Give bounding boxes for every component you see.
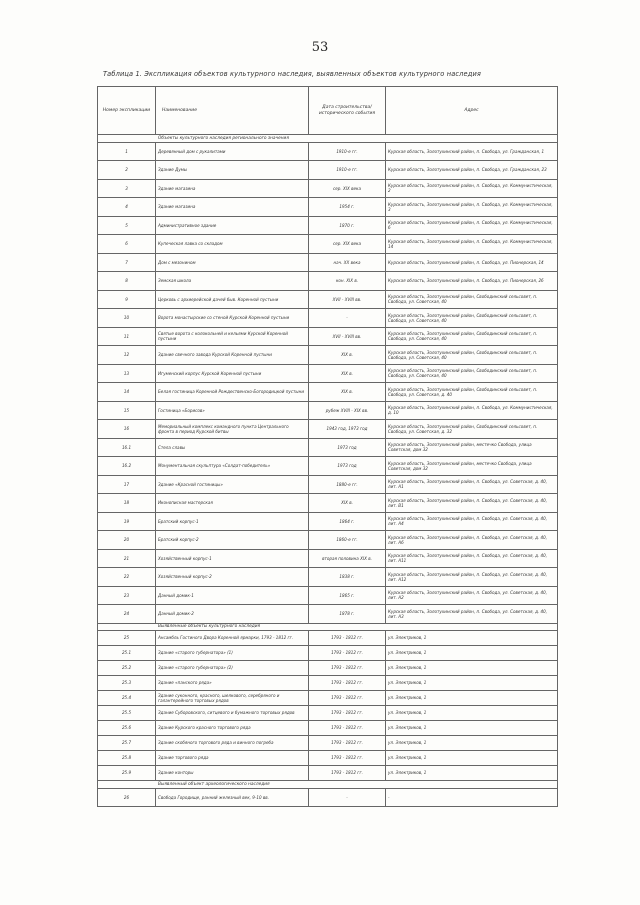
- cell-date: 1793 - 1812 гг.: [309, 736, 386, 751]
- cell-num: 25.2: [98, 661, 156, 676]
- cell-address: Курская область, Золотухинский район, п. Свобода, ул. Советская, д. 40, лит. А12: [386, 568, 558, 587]
- cell-date: 1878 г.: [309, 605, 386, 624]
- cell-address: Курская область, Золотухинский район, п. Свобода, ул. Коммунистическая, 2: [386, 179, 558, 198]
- cell-address: Курская область, Золотухинский район, п. Свобода, ул. Пионерская, 26: [386, 272, 558, 291]
- cell-date: -: [309, 788, 386, 807]
- cell-address: Курская область, Золотухинский район, Свободинский сельсовет, п. Свобода, ул. Советская, 40: [386, 346, 558, 365]
- cell-name: Данный домик-2: [156, 605, 309, 624]
- table-row: [98, 401, 558, 420]
- cell-num: 25.8: [98, 751, 156, 766]
- cell-num: 17: [98, 475, 156, 494]
- header-name: Наименование: [156, 87, 309, 135]
- section-row: [98, 135, 558, 143]
- table-row: [98, 721, 558, 736]
- cell-date: 1973 год: [309, 457, 386, 476]
- cell-address: ул. Электриков, 1: [386, 661, 558, 676]
- cell-date: 1860-е гг.: [309, 531, 386, 550]
- cell-date: 1793 - 1812 гг.: [309, 646, 386, 661]
- cell-num: 22: [98, 568, 156, 587]
- cell-address: Курская область, Золотухинский район, Свободинский сельсовет, п. Свобода, ул. Советская, 40: [386, 327, 558, 346]
- cell-num: 25.7: [98, 736, 156, 751]
- cell-address: Курская область, Золотухинский район, Свободинский сельсовет, п. Свобода, ул. Советская, 40: [386, 364, 558, 383]
- cell-address: ул. Электриков, 1: [386, 631, 558, 646]
- cell-address: Курская область, Золотухинский район, п. Свобода, ул. Советская, д. 40, лит. А6: [386, 531, 558, 550]
- cell-date: 1943 год, 1973 год: [309, 420, 386, 439]
- cell-num: 15: [98, 401, 156, 420]
- table-row: [98, 661, 558, 676]
- cell-address: -: [386, 788, 558, 807]
- cell-num: 25.9: [98, 766, 156, 781]
- section-row: [98, 781, 558, 789]
- cell-date: 1973 год: [309, 438, 386, 457]
- cell-date: XIX в.: [309, 364, 386, 383]
- cell-num: 25: [98, 631, 156, 646]
- cell-address: Курская область, Золотухинский район, п. Свобода, ул. Гражданская, 1: [386, 142, 558, 161]
- cell-date: 1793 - 1812 гг.: [309, 706, 386, 721]
- cell-date: 1870 г.: [309, 216, 386, 235]
- cell-address: Курская область, Золотухинский район, Свободинский сельсовет, п. Свобода, ул. Советская, 40: [386, 309, 558, 328]
- cell-name: Хозяйственный корпус-2: [156, 568, 309, 587]
- cell-date: XVII - XVIII вв.: [309, 290, 386, 309]
- cell-name: Братский корпус-1: [156, 512, 309, 531]
- cell-name: Дом с мезонином: [156, 253, 309, 272]
- cell-address: Курская область, Золотухинский район, п. Свобода, ул. Коммунистическая, 6: [386, 216, 558, 235]
- table-row: [98, 691, 558, 706]
- page-number: 53: [311, 40, 329, 55]
- cell-address: ул. Электриков, 1: [386, 751, 558, 766]
- table-row: [98, 438, 558, 457]
- cell-address: Курская область, Золотухинский район, Свободинский сельсовет, п. Свобода, ул. Советская, 40: [386, 290, 558, 309]
- cell-name: Здание магазина: [156, 179, 309, 198]
- cell-num: 12: [98, 346, 156, 365]
- cell-date: 1793 - 1812 гг.: [309, 676, 386, 691]
- cell-num: 23: [98, 586, 156, 605]
- cell-num: 9: [98, 290, 156, 309]
- cell-address: Курская область, Золотухинский район, местечко Свобода, улица Советская, дом 32: [386, 457, 558, 476]
- table-row: [98, 179, 558, 198]
- cell-name: Здание магазина: [156, 198, 309, 217]
- cell-name: Гостиница «Борисов»: [156, 401, 309, 420]
- cell-name: Монументальная скульптура «Солдат-победитель»: [156, 457, 309, 476]
- cell-date: 1838 г.: [309, 568, 386, 587]
- cell-name: Церковь с архиерейской дачей быв. Коренной пустыни: [156, 290, 309, 309]
- cell-name: Данный домик-1: [156, 586, 309, 605]
- cell-date: 1793 - 1812 гг.: [309, 661, 386, 676]
- table-row: [98, 494, 558, 513]
- cell-num: 20: [98, 531, 156, 550]
- table-row: [98, 568, 558, 587]
- cell-num: 25.6: [98, 721, 156, 736]
- cell-name: Здание скобяного торгового ряда и винного погреба: [156, 736, 309, 751]
- table-body: [98, 135, 558, 807]
- table-row: [98, 309, 558, 328]
- cell-date: сер. XIX века: [309, 179, 386, 198]
- cell-date: сер. XIX века: [309, 235, 386, 254]
- cell-name: Административное здание: [156, 216, 309, 235]
- cell-date: XIX в.: [309, 383, 386, 402]
- cell-address: Курская область, Золотухинский район, Свободинский сельсовет, п. Свобода, ул. Советская, д. 40: [386, 383, 558, 402]
- cell-num: 26: [98, 788, 156, 807]
- cell-address: Курская область, Золотухинский район, п. Свобода, ул. Гражданская, 23: [386, 161, 558, 180]
- cell-name: Земская школа: [156, 272, 309, 291]
- table-row: [98, 253, 558, 272]
- section-title: Объекты культурного наследия регионального значения: [98, 135, 558, 143]
- cell-name: Белая гостиница Коренной Рождественско-Богородицкой пустыни: [156, 383, 309, 402]
- cell-name: Игуменский корпус Курской Коренной пустыни: [156, 364, 309, 383]
- cell-date: 1793 - 1812 гг.: [309, 631, 386, 646]
- table-row: [98, 646, 558, 661]
- cell-num: 5: [98, 216, 156, 235]
- cell-num: 13: [98, 364, 156, 383]
- cell-address: Курская область, Золотухинский район, местечко Свобода, улица Советская, дом 32: [386, 438, 558, 457]
- table-header-row: [98, 87, 558, 135]
- cell-address: Курская область, Золотухинский район, п. Свобода, ул. Советская, д. 40, лит. А3: [386, 605, 558, 624]
- table-row: [98, 766, 558, 781]
- cell-name: Купеческая лавка со складом: [156, 235, 309, 254]
- cell-name: Здание «панского ряда»: [156, 676, 309, 691]
- cell-name: Здание «Красной гостиницы»: [156, 475, 309, 494]
- cell-date: 1880-е гг.: [309, 475, 386, 494]
- cell-num: 16.1: [98, 438, 156, 457]
- table-row: [98, 549, 558, 568]
- cell-name: Свобода Городище, ранний железный век, 9-10 вв.: [156, 788, 309, 807]
- cell-date: 1910-е гг.: [309, 142, 386, 161]
- cell-num: 7: [98, 253, 156, 272]
- cell-date: рубеж XVIII - XIX вв.: [309, 401, 386, 420]
- cell-name: Здание Курского красного торгового ряда: [156, 721, 309, 736]
- cell-date: 1793 - 1812 гг.: [309, 766, 386, 781]
- cell-name: Стела славы: [156, 438, 309, 457]
- cell-address: ул. Электриков, 1: [386, 706, 558, 721]
- cell-num: 4: [98, 198, 156, 217]
- cell-date: 1793 - 1812 гг.: [309, 721, 386, 736]
- cell-num: 2: [98, 161, 156, 180]
- cell-num: 24: [98, 605, 156, 624]
- cell-num: 8: [98, 272, 156, 291]
- section-title: Выявленный объект археологического наследия: [98, 781, 558, 789]
- cell-date: кон. XIX в.: [309, 272, 386, 291]
- cell-num: 10: [98, 309, 156, 328]
- cell-address: ул. Электриков, 1: [386, 736, 558, 751]
- cell-name: Святые ворота с колокольней и кельями Курской Коренной пустыни: [156, 327, 309, 346]
- cell-date: 1865 г.: [309, 586, 386, 605]
- table-row: [98, 346, 558, 365]
- cell-date: нач. XX века: [309, 253, 386, 272]
- cell-num: 19: [98, 512, 156, 531]
- table-caption: Таблица 1. Экспликация объектов культурного наследия, выявленных объектов культурного наследия: [103, 70, 481, 78]
- cell-address: ул. Электриков, 1: [386, 691, 558, 706]
- cell-num: 14: [98, 383, 156, 402]
- table-row: [98, 290, 558, 309]
- table-row: [98, 383, 558, 402]
- cell-name: Здание «старого губернатора» (1): [156, 646, 309, 661]
- section-title: Выявленные объекты культурного наследия: [98, 623, 558, 631]
- table-row: [98, 531, 558, 550]
- table-row: [98, 161, 558, 180]
- header-date: Дата строительства/ исторического события: [309, 87, 386, 135]
- cell-name: Здание суконного, красного, шелкового, серебряного и галантерейного торговых рядов: [156, 691, 309, 706]
- table-row: [98, 512, 558, 531]
- table-row: [98, 272, 558, 291]
- cell-address: Курская область, Золотухинский район, п. Свобода, ул. Советская, д. 40, лит. В1: [386, 494, 558, 513]
- explication-table: [97, 86, 558, 807]
- cell-name: Здание Суборовского, ситцевого и бумажного торговых рядов: [156, 706, 309, 721]
- cell-address: ул. Электриков, 1: [386, 646, 558, 661]
- cell-address: Курская область, Золотухинский район, п. Свобода, ул. Коммунистическая, д. 10: [386, 401, 558, 420]
- cell-address: Курская область, Золотухинский район, п. Свобода, ул. Советская, д. 40, лит. А2: [386, 586, 558, 605]
- cell-num: 18: [98, 494, 156, 513]
- table-row: [98, 736, 558, 751]
- cell-address: ул. Электриков, 1: [386, 766, 558, 781]
- cell-address: Курская область, Золотухинский район, п. Свобода, ул. Коммунистическая, 14: [386, 235, 558, 254]
- table-row: [98, 216, 558, 235]
- cell-num: 1: [98, 142, 156, 161]
- table-row: [98, 198, 558, 217]
- header-address: Адрес: [386, 87, 558, 135]
- cell-name: Здание торгового ряда: [156, 751, 309, 766]
- cell-name: Ансамбль Гостиного Двора Коренной ярмарки, 1793 - 1812 гг.: [156, 631, 309, 646]
- cell-date: 1793 - 1812 гг.: [309, 751, 386, 766]
- cell-date: -: [309, 309, 386, 328]
- cell-num: 25.1: [98, 646, 156, 661]
- cell-date: XIX в.: [309, 494, 386, 513]
- cell-num: 11: [98, 327, 156, 346]
- cell-name: Ворота монастырские со стеной Курской Коренной пустыни: [156, 309, 309, 328]
- cell-name: Здание «старого губернатора» (2): [156, 661, 309, 676]
- table-row: [98, 364, 558, 383]
- table-row: [98, 475, 558, 494]
- cell-num: 16: [98, 420, 156, 439]
- cell-address: Курская область, Золотухинский район, п. Свобода, ул. Советская, д. 40, лит. А11: [386, 549, 558, 568]
- cell-date: XIX в.: [309, 346, 386, 365]
- cell-address: Курская область, Золотухинский район, п. Свобода, ул. Пионерская, 14: [386, 253, 558, 272]
- table-row: [98, 235, 558, 254]
- cell-name: Деревянный дом с рукалитами: [156, 142, 309, 161]
- table-row: [98, 676, 558, 691]
- table-row: [98, 605, 558, 624]
- cell-name: Здание свечного завода Курской Коренной пустыни: [156, 346, 309, 365]
- cell-address: ул. Электриков, 1: [386, 721, 558, 736]
- cell-address: Курская область, Золотухинский район, п. Свобода, ул. Советская, д. 40, лит. А1: [386, 475, 558, 494]
- cell-num: 25.4: [98, 691, 156, 706]
- cell-date: 1910-е гг.: [309, 161, 386, 180]
- cell-date: XVII - XVIII вв.: [309, 327, 386, 346]
- cell-num: 16.2: [98, 457, 156, 476]
- table-row: [98, 706, 558, 721]
- table-row: [98, 327, 558, 346]
- cell-num: 25.3: [98, 676, 156, 691]
- cell-address: Курская область, Золотухинский район, Свободинский сельсовет, п. Свобода, ул. Советская, д. 32: [386, 420, 558, 439]
- table-row: [98, 420, 558, 439]
- table-row: [98, 788, 558, 807]
- cell-date: вторая половина XIX в.: [309, 549, 386, 568]
- section-row: [98, 623, 558, 631]
- table-row: [98, 631, 558, 646]
- cell-num: 3: [98, 179, 156, 198]
- cell-name: Братский корпус-2: [156, 531, 309, 550]
- cell-name: Иконописная мастерская: [156, 494, 309, 513]
- cell-name: Здание Думы: [156, 161, 309, 180]
- table-row: [98, 457, 558, 476]
- cell-address: Курская область, Золотухинский район, п. Свобода, ул. Советская, д. 40, лит. А4: [386, 512, 558, 531]
- table-row: [98, 586, 558, 605]
- cell-name: Хозяйственный корпус-1: [156, 549, 309, 568]
- cell-date: 1954 г.: [309, 198, 386, 217]
- cell-date: 1864 г.: [309, 512, 386, 531]
- cell-num: 21: [98, 549, 156, 568]
- cell-name: Мемориальный комплекс командного пункта Центрального фронта в период Курской битвы: [156, 420, 309, 439]
- cell-num: 25.5: [98, 706, 156, 721]
- table-row: [98, 751, 558, 766]
- cell-address: ул. Электриков, 1: [386, 676, 558, 691]
- cell-num: 6: [98, 235, 156, 254]
- cell-date: 1793 - 1812 гг.: [309, 691, 386, 706]
- header-num: Номер экспликации: [98, 87, 156, 135]
- cell-name: Здание конторы: [156, 766, 309, 781]
- table-row: [98, 142, 558, 161]
- cell-address: Курская область, Золотухинский район, п. Свобода, ул. Коммунистическая, 3: [386, 198, 558, 217]
